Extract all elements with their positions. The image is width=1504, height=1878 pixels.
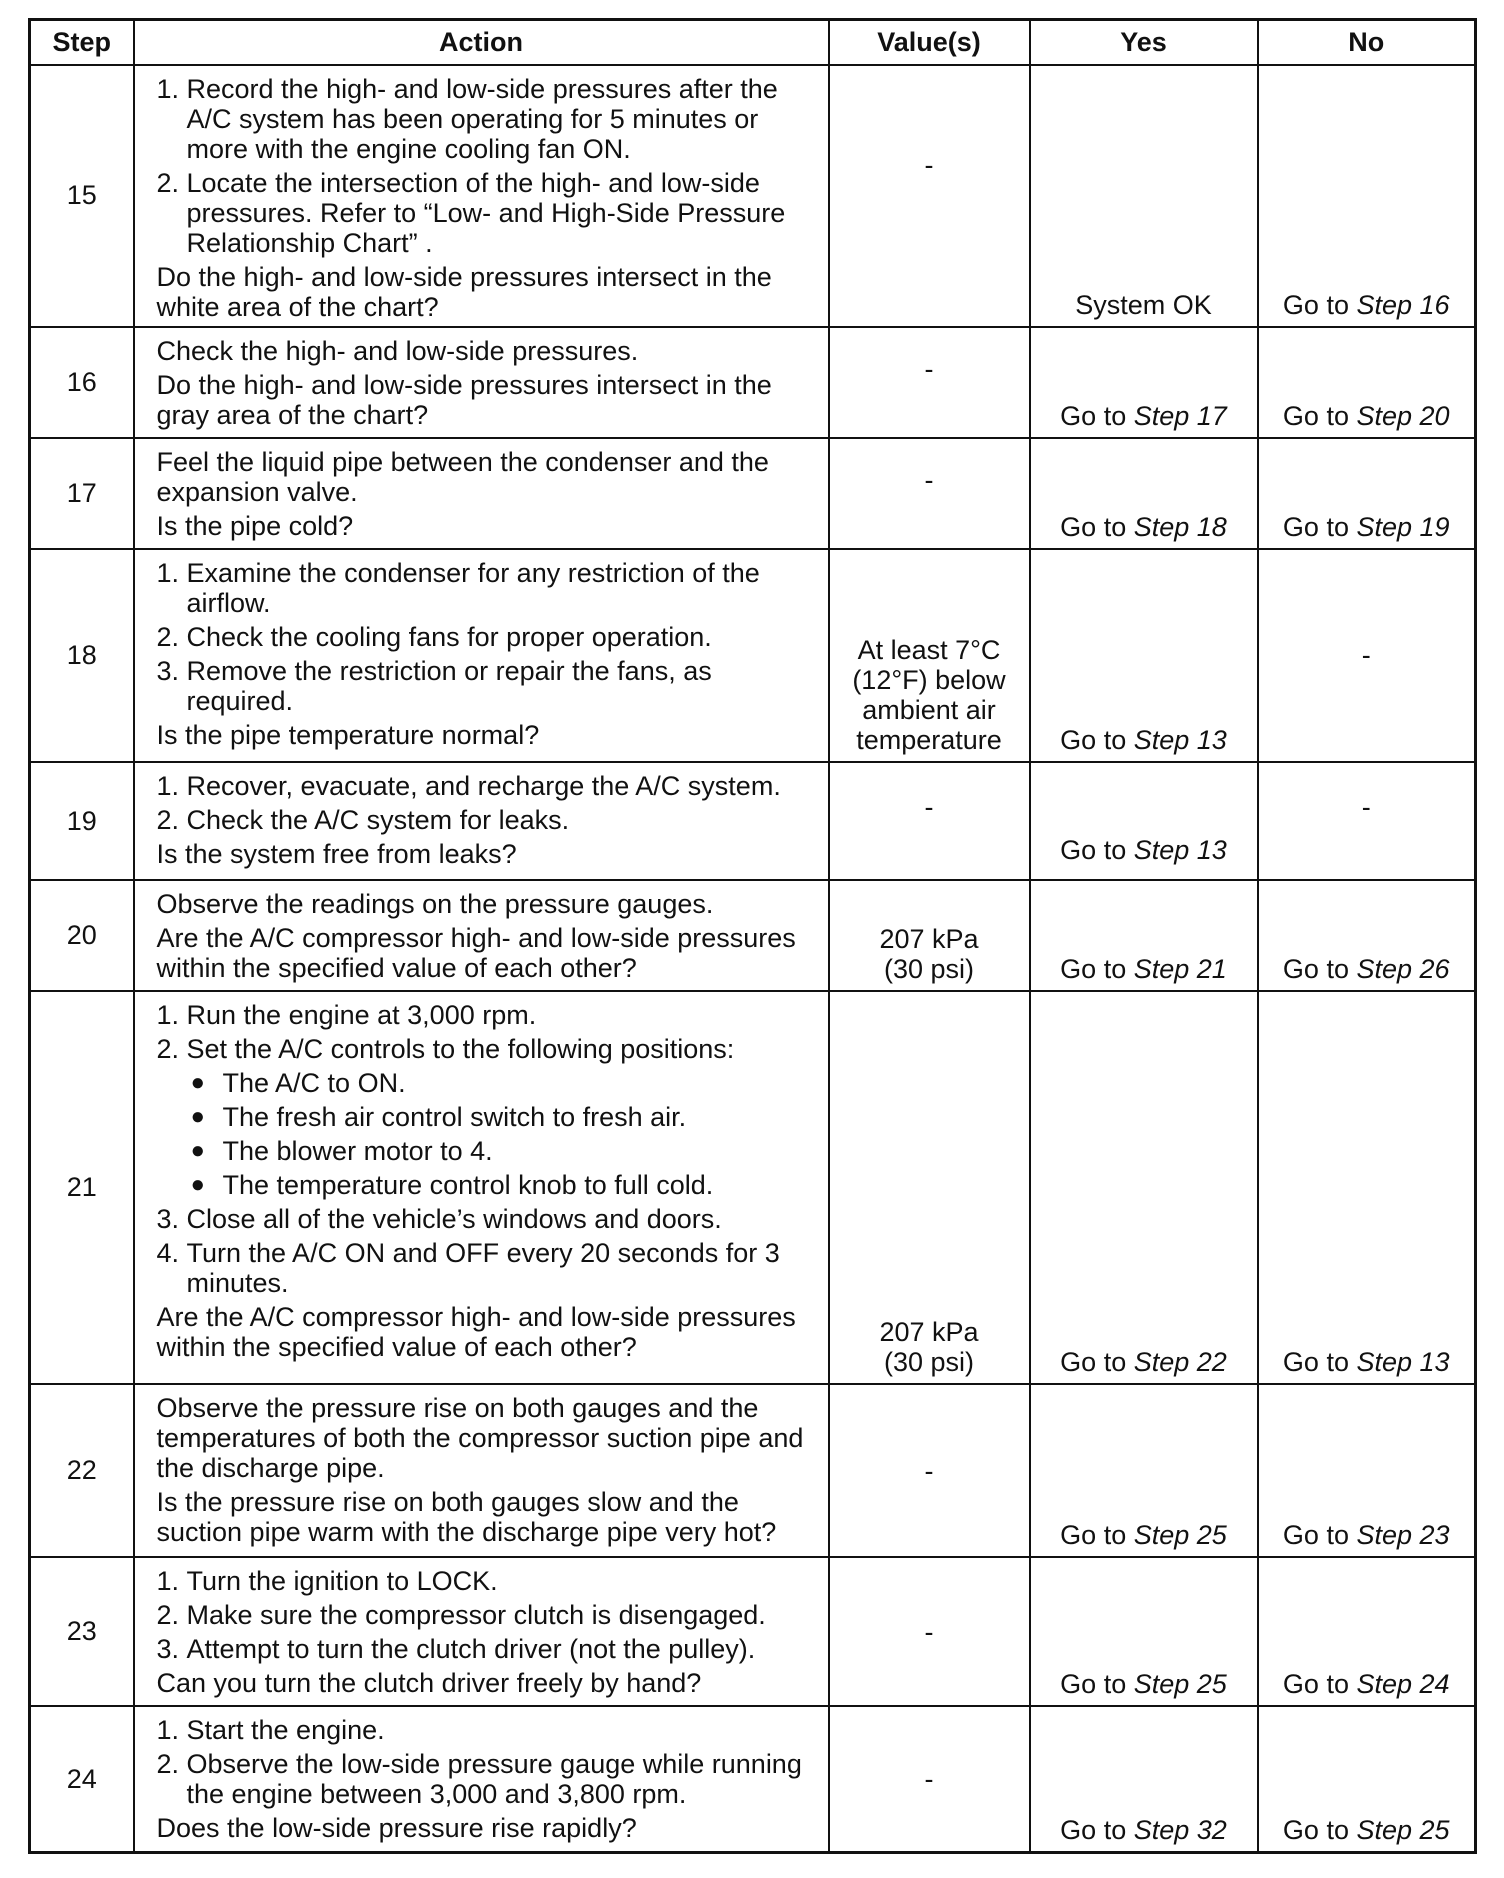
no-prefix: Go to: [1282, 953, 1349, 984]
yes-step-link[interactable]: Step 32: [1133, 1815, 1227, 1845]
no-prefix: Go to: [1282, 1520, 1349, 1551]
value-line: 207 kPa: [879, 923, 979, 954]
action-item: Recover, evacuate, and recharge the A/C system.: [186, 771, 781, 802]
no-prefix: Go to: [1282, 1669, 1349, 1700]
table-row: [30, 1557, 1476, 1706]
no-step-link[interactable]: Step 25: [1356, 1815, 1450, 1845]
yes-step-link[interactable]: Step 25: [1133, 1520, 1227, 1551]
action-question: Are the A/C compressor high- and low-side pressures within the specified value of each other?: [156, 923, 796, 984]
yes-cell: [1030, 65, 1258, 327]
action-item: Make sure the compressor clutch is disengaged.: [186, 1600, 766, 1631]
step-number: 19: [30, 762, 134, 880]
yes-prefix: Go to: [1060, 1669, 1127, 1700]
yes-step-link[interactable]: Step 13: [1133, 835, 1227, 866]
yes-step-link[interactable]: Step 13: [1133, 725, 1227, 756]
header-step: Step: [30, 20, 134, 66]
action-question: Can you turn the clutch driver freely by hand?: [156, 1668, 702, 1699]
no-step-link[interactable]: Step 16: [1356, 289, 1450, 320]
action-intro: Observe the readings on the pressure gauges.: [156, 889, 714, 920]
action-cell: 1. Record the high- and low-side pressures after the A/C system has been operating for 5 minutes or more with the engine cooling fan ON. 2. Locate the intersection of the high- and low-side pressures. Refer to “Low- and High-Side Pressure Relationship Chart” . Do the high- and low-side pressures intersect in the white area of the chart?: [134, 65, 829, 327]
value-cell: [829, 1384, 1030, 1557]
no-step-link[interactable]: Step 20: [1356, 400, 1450, 431]
table-row: [30, 65, 1476, 327]
step-number: 23: [30, 1557, 134, 1706]
bullet-item: The temperature control knob to full cold.: [222, 1169, 714, 1200]
value-line: ambient air: [862, 695, 996, 726]
value-cell: [829, 880, 1030, 991]
no-prefix: Go to: [1282, 1346, 1349, 1377]
step-number: 24: [30, 1706, 134, 1852]
no-step-link[interactable]: Step 23: [1356, 1520, 1450, 1551]
yes-step-link[interactable]: Step 25: [1133, 1669, 1227, 1700]
yes-cell: [1030, 880, 1258, 991]
no-cell: [1258, 1706, 1476, 1852]
step-number: 20: [30, 880, 134, 991]
action-cell: 1. Recover, evacuate, and recharge the A/C system. 2. Check the A/C system for leaks. Is the system free from leaks?: [134, 762, 829, 880]
action-item: Turn the A/C ON and OFF every 20 seconds for 3 minutes.: [186, 1237, 780, 1298]
action-item: Check the cooling fans for proper operation.: [186, 621, 712, 652]
value-text: -: [924, 354, 934, 385]
no-cell: [1258, 762, 1476, 880]
no-prefix: Go to: [1282, 400, 1349, 431]
no-step-link[interactable]: Step 24: [1356, 1669, 1450, 1700]
action-item: Run the engine at 3,000 rpm.: [186, 999, 537, 1030]
action-item: Check the A/C system for leaks.: [186, 805, 570, 836]
value-cell: [829, 549, 1030, 763]
action-item: Observe the low-side pressure gauge while running the engine between 3,000 and 3,800 rpm.: [186, 1749, 802, 1810]
no-cell: [1258, 65, 1476, 327]
yes-prefix: Go to: [1060, 1815, 1127, 1845]
action-cell: [134, 438, 829, 549]
no-prefix: Go to: [1282, 1815, 1349, 1845]
bullet-icon: ●: [190, 1136, 205, 1164]
yes-prefix: Go to: [1060, 725, 1127, 756]
header-no: No: [1258, 20, 1476, 66]
value-cell: [829, 762, 1030, 880]
value-text: -: [924, 149, 934, 180]
table-row: [30, 327, 1476, 438]
action-cell: 1. Examine the condenser for any restriction of the airflow. 2. Check the cooling fans for proper operation. 3. Remove the restriction or repair the fans, as required. Is the pipe temperature normal?: [134, 549, 829, 763]
bullet-icon: ●: [190, 1068, 205, 1096]
no-step-link[interactable]: Step 19: [1356, 511, 1450, 542]
yes-cell: [1030, 762, 1258, 880]
action-intro: Observe the pressure rise on both gauges and the temperatures of both the compressor suction pipe and the discharge pipe.: [156, 1392, 804, 1483]
action-question: Do the high- and low-side pressures intersect in the gray area of the chart?: [156, 369, 772, 430]
header-row: [30, 20, 1476, 66]
value-line: temperature: [856, 725, 1002, 756]
yes-prefix: Go to: [1060, 1520, 1127, 1551]
action-question: Do the high- and low-side pressures intersect in the white area of the chart?: [156, 262, 772, 322]
no-cell: [1258, 327, 1476, 438]
yes-cell: [1030, 1706, 1258, 1852]
table-row: [30, 991, 1476, 1384]
action-cell: [134, 880, 829, 991]
action-cell: 1. Start the engine. 2. Observe the low-side pressure gauge while running the engine between 3,000 and 3,800 rpm. Does the low-side pressure rise rapidly?: [134, 1706, 829, 1852]
action-question: Is the pressure rise on both gauges slow and the suction pipe warm with the discharge pipe very hot?: [156, 1486, 777, 1547]
yes-cell: [1030, 1384, 1258, 1557]
value-text: -: [924, 1764, 934, 1795]
no-cell: [1258, 991, 1476, 1384]
no-cell: [1258, 880, 1476, 991]
value-text: -: [924, 1455, 934, 1486]
step-number: 21: [30, 991, 134, 1384]
header-yes: Yes: [1030, 20, 1258, 66]
value-text: -: [924, 465, 934, 496]
no-cell: [1258, 438, 1476, 549]
yes-prefix: Go to: [1060, 835, 1127, 866]
step-number: 18: [30, 549, 134, 763]
no-cell: [1258, 1384, 1476, 1557]
value-cell: [829, 327, 1030, 438]
no-step-link[interactable]: Step 13: [1356, 1346, 1450, 1377]
action-item: Record the high- and low-side pressures after the A/C system has been operating for 5 minutes or more with the engine cooling fan ON.: [186, 74, 778, 164]
table-row: [30, 1384, 1476, 1557]
bullet-item: The blower motor to 4.: [222, 1135, 493, 1166]
table-row: [30, 549, 1476, 763]
yes-cell: [1030, 1557, 1258, 1706]
header-action: Action: [134, 20, 829, 66]
yes-prefix: Go to: [1060, 953, 1127, 984]
action-item: Close all of the vehicle’s windows and doors.: [186, 1203, 722, 1234]
yes-cell: [1030, 327, 1258, 438]
yes-step-link[interactable]: Step 21: [1133, 953, 1227, 984]
yes-step-link[interactable]: Step 17: [1133, 400, 1227, 431]
bullet-item: The fresh air control switch to fresh air.: [222, 1101, 687, 1132]
yes-cell: [1030, 549, 1258, 763]
no-text: -: [1361, 792, 1371, 823]
value-text: -: [924, 1616, 934, 1647]
value-cell: [829, 65, 1030, 327]
action-cell: [134, 327, 829, 438]
action-item: Attempt to turn the clutch driver (not the pulley).: [186, 1634, 756, 1665]
bullet-icon: ●: [190, 1170, 205, 1198]
no-cell: [1258, 549, 1476, 763]
action-question: Is the pipe cold?: [156, 510, 354, 541]
yes-prefix: Go to: [1060, 511, 1127, 542]
value-cell: [829, 991, 1030, 1384]
yes-text: System OK: [1075, 289, 1212, 320]
action-intro: Feel the liquid pipe between the condenser and the expansion valve.: [156, 446, 769, 507]
value-cell: [829, 438, 1030, 549]
no-prefix: Go to: [1282, 511, 1349, 542]
value-text: -: [924, 792, 934, 823]
action-item: Remove the restriction or repair the fans, as required.: [186, 655, 712, 716]
value-line: 207 kPa: [879, 1316, 979, 1347]
table-row: [30, 880, 1476, 991]
action-cell: 1. Run the engine at 3,000 rpm. 2. Set the A/C controls to the following positions: ● The A/C to ON. ● The fresh air control switch to fresh air. ● The blower motor to 4. ● The temperature control knob to full cold. 3. Close all of the vehicle’s windows and doors. 4. Turn the A/C ON and OFF every 20 seconds for 3 minutes. Are the A/C compressor high- and low-side pressures within the specified value of each other?: [134, 991, 829, 1384]
value-line: At least 7°C: [857, 635, 1001, 666]
action-item: Set the A/C controls to the following positions:: [186, 1033, 735, 1064]
action-item: Start the engine.: [186, 1715, 385, 1746]
action-question: Does the low-side pressure rise rapidly?: [156, 1813, 637, 1844]
header-values: Value(s): [829, 20, 1030, 66]
value-cell: [829, 1706, 1030, 1852]
action-item: Locate the intersection of the high- and low-side pressures. Refer to “Low- and High-Side Pressure Relationship Chart” .: [186, 168, 786, 258]
action-question: Is the pipe temperature normal?: [156, 719, 540, 750]
no-step-link[interactable]: Step 26: [1356, 953, 1450, 984]
yes-cell: [1030, 991, 1258, 1384]
action-cell: 1. Turn the ignition to LOCK. 2. Make sure the compressor clutch is disengaged. 3. Attempt to turn the clutch driver (not the pulley). Can you turn the clutch driver freely by hand?: [134, 1557, 829, 1706]
no-prefix: Go to: [1282, 289, 1349, 320]
value-line: (12°F) below: [852, 665, 1006, 696]
action-cell: [134, 1384, 829, 1557]
yes-step-link[interactable]: Step 18: [1133, 511, 1227, 542]
table-row: [30, 438, 1476, 549]
action-question: Is the system free from leaks?: [156, 839, 517, 870]
yes-prefix: Go to: [1060, 400, 1127, 431]
value-line: (30 psi): [883, 1346, 975, 1377]
yes-cell: [1030, 438, 1258, 549]
bullet-icon: ●: [190, 1102, 205, 1130]
action-question: Are the A/C compressor high- and low-side pressures within the specified value of each other?: [156, 1301, 796, 1362]
table-row: [30, 1706, 1476, 1852]
table-row: [30, 762, 1476, 880]
bullet-item: The A/C to ON.: [222, 1067, 406, 1098]
step-number: 16: [30, 327, 134, 438]
yes-prefix: Go to: [1060, 1346, 1127, 1377]
value-cell: [829, 1557, 1030, 1706]
step-number: 17: [30, 438, 134, 549]
diagnostic-table: [28, 18, 1477, 1854]
value-line: (30 psi): [883, 953, 975, 984]
action-item: Turn the ignition to LOCK.: [186, 1566, 498, 1597]
no-text: -: [1361, 640, 1371, 671]
action-intro: Check the high- and low-side pressures.: [156, 335, 639, 366]
step-number: 22: [30, 1384, 134, 1557]
yes-step-link[interactable]: Step 22: [1133, 1346, 1227, 1377]
step-number: 15: [30, 65, 134, 327]
no-cell: [1258, 1557, 1476, 1706]
action-item: Examine the condenser for any restriction of the airflow.: [186, 557, 760, 618]
